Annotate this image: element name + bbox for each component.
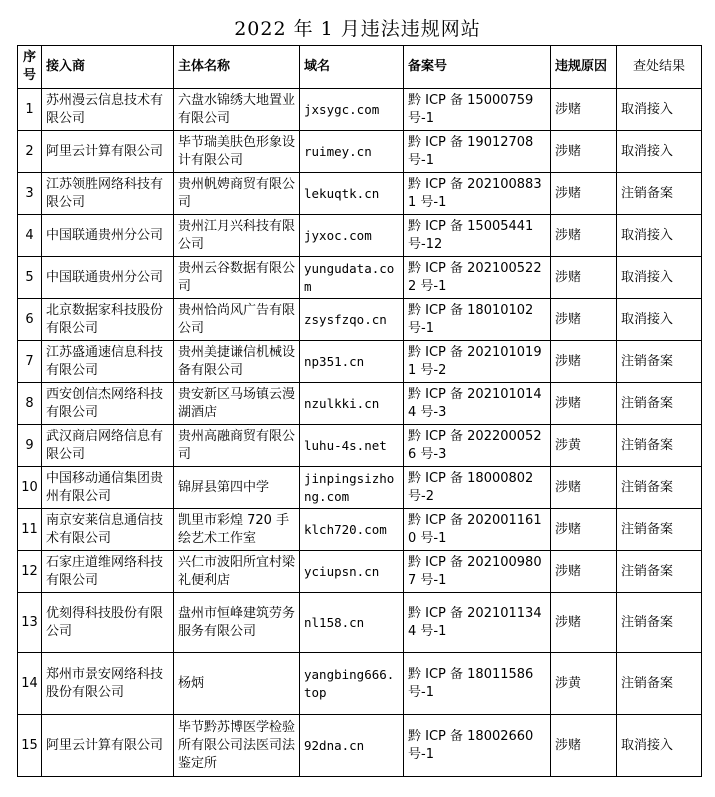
cell-entity: 贵安新区马场镇云漫湖酒店 — [174, 383, 300, 425]
table-row — [18, 383, 702, 425]
table-row — [18, 467, 702, 509]
cell-result: 注销备案 — [617, 509, 702, 551]
cell-icp: 黔 ICP 备 2021011344 号-1 — [404, 593, 551, 653]
cell-entity: 六盘水锦绣大地置业有限公司 — [174, 89, 300, 131]
cell-result: 取消接入 — [617, 215, 702, 257]
cell-result: 取消接入 — [617, 131, 702, 173]
cell-entity: 凯里市彩煌 720 手绘艺术工作室 — [174, 509, 300, 551]
table-row — [18, 425, 702, 467]
cell-reason: 涉赌 — [551, 299, 617, 341]
cell-icp: 黔 ICP 备 18011586 号-1 — [404, 653, 551, 715]
cell-entity: 兴仁市波阳所宜村梁礼便利店 — [174, 551, 300, 593]
cell-seq: 14 — [18, 653, 42, 715]
cell-entity: 锦屏县第四中学 — [174, 467, 300, 509]
cell-domain: klch720.com — [300, 509, 404, 551]
cell-provider: 中国移动通信集团贵州有限公司 — [42, 467, 174, 509]
cell-provider: 石家庄道维网络科技有限公司 — [42, 551, 174, 593]
cell-icp: 黔 ICP 备 19012708 号-1 — [404, 131, 551, 173]
header-icp: 备案号 — [404, 46, 551, 89]
cell-reason: 涉赌 — [551, 215, 617, 257]
cell-seq: 13 — [18, 593, 42, 653]
header-domain: 域名 — [300, 46, 404, 89]
header-result: 查处结果 — [617, 46, 702, 89]
cell-seq: 8 — [18, 383, 42, 425]
cell-icp: 黔 ICP 备 2021009807 号-1 — [404, 551, 551, 593]
cell-icp: 黔 ICP 备 2022000526 号-3 — [404, 425, 551, 467]
table-row — [18, 173, 702, 215]
header-seq: 序号 — [18, 46, 42, 89]
cell-result: 注销备案 — [617, 383, 702, 425]
header-provider: 接入商 — [42, 46, 174, 89]
cell-seq: 9 — [18, 425, 42, 467]
cell-reason: 涉黄 — [551, 653, 617, 715]
cell-icp: 黔 ICP 备 2021005222 号-1 — [404, 257, 551, 299]
cell-domain: zsysfzqo.cn — [300, 299, 404, 341]
cell-result: 取消接入 — [617, 257, 702, 299]
cell-entity: 杨炳 — [174, 653, 300, 715]
cell-entity: 贵州江月兴科技有限公司 — [174, 215, 300, 257]
cell-seq: 15 — [18, 715, 42, 777]
cell-result: 取消接入 — [617, 89, 702, 131]
cell-seq: 7 — [18, 341, 42, 383]
cell-result: 取消接入 — [617, 299, 702, 341]
cell-provider: 中国联通贵州分公司 — [42, 215, 174, 257]
cell-reason: 涉赌 — [551, 467, 617, 509]
cell-result: 注销备案 — [617, 593, 702, 653]
cell-reason: 涉赌 — [551, 551, 617, 593]
cell-seq: 1 — [18, 89, 42, 131]
cell-domain: jyxoc.com — [300, 215, 404, 257]
cell-seq: 11 — [18, 509, 42, 551]
cell-provider: 江苏领胜网络科技有限公司 — [42, 173, 174, 215]
cell-provider: 北京数据家科技股份有限公司 — [42, 299, 174, 341]
cell-domain: luhu-4s.net — [300, 425, 404, 467]
violations-table — [17, 45, 702, 777]
cell-seq: 3 — [18, 173, 42, 215]
cell-entity: 贵州高融商贸有限公司 — [174, 425, 300, 467]
cell-entity: 贵州帆娉商贸有限公司 — [174, 173, 300, 215]
header-entity: 主体名称 — [174, 46, 300, 89]
cell-domain: jxsygc.com — [300, 89, 404, 131]
cell-result: 注销备案 — [617, 551, 702, 593]
header-reason: 违规原因 — [551, 46, 617, 89]
cell-seq: 6 — [18, 299, 42, 341]
cell-domain: yciupsn.cn — [300, 551, 404, 593]
cell-domain: 92dna.cn — [300, 715, 404, 777]
table-row — [18, 341, 702, 383]
cell-reason: 涉赌 — [551, 593, 617, 653]
cell-icp: 黔 ICP 备 2021010191 号-2 — [404, 341, 551, 383]
cell-result: 取消接入 — [617, 715, 702, 777]
cell-domain: ruimey.cn — [300, 131, 404, 173]
cell-provider: 郑州市景安网络科技股份有限公司 — [42, 653, 174, 715]
cell-provider: 武汉商启网络信息有限公司 — [42, 425, 174, 467]
cell-icp: 黔 ICP 备 18010102 号-1 — [404, 299, 551, 341]
cell-icp: 黔 ICP 备 2021010144 号-3 — [404, 383, 551, 425]
cell-reason: 涉赌 — [551, 257, 617, 299]
cell-domain: yangbing666.top — [300, 653, 404, 715]
cell-seq: 5 — [18, 257, 42, 299]
cell-icp: 黔 ICP 备 2020011610 号-1 — [404, 509, 551, 551]
cell-result: 注销备案 — [617, 341, 702, 383]
table-row — [18, 715, 702, 777]
cell-seq: 12 — [18, 551, 42, 593]
cell-icp: 黔 ICP 备 18002660 号-1 — [404, 715, 551, 777]
cell-provider: 江苏盛通速信息科技有限公司 — [42, 341, 174, 383]
cell-entity: 贵州恰尚风广告有限公司 — [174, 299, 300, 341]
table-row — [18, 593, 702, 653]
cell-reason: 涉黄 — [551, 425, 617, 467]
cell-domain: lekuqtk.cn — [300, 173, 404, 215]
table-row — [18, 215, 702, 257]
cell-reason: 涉赌 — [551, 89, 617, 131]
cell-domain: np351.cn — [300, 341, 404, 383]
cell-provider: 中国联通贵州分公司 — [42, 257, 174, 299]
table-row — [18, 299, 702, 341]
cell-result: 注销备案 — [617, 467, 702, 509]
table-row — [18, 89, 702, 131]
cell-provider: 西安创信杰网络科技有限公司 — [42, 383, 174, 425]
cell-reason: 涉赌 — [551, 131, 617, 173]
cell-entity: 贵州云谷数据有限公司 — [174, 257, 300, 299]
cell-provider: 南京安莱信息通信技术有限公司 — [42, 509, 174, 551]
cell-seq: 2 — [18, 131, 42, 173]
cell-icp: 黔 ICP 备 18000802 号-2 — [404, 467, 551, 509]
cell-result: 注销备案 — [617, 653, 702, 715]
cell-provider: 优刻得科技股份有限公司 — [42, 593, 174, 653]
cell-seq: 10 — [18, 467, 42, 509]
cell-icp: 黔 ICP 备 15000759 号-1 — [404, 89, 551, 131]
cell-domain: nl158.cn — [300, 593, 404, 653]
cell-seq: 4 — [18, 215, 42, 257]
cell-entity: 毕节黔苏博医学检验所有限公司法医司法鉴定所 — [174, 715, 300, 777]
table-row — [18, 551, 702, 593]
table-header-row — [18, 46, 702, 89]
cell-entity: 贵州美捷谦信机械设备有限公司 — [174, 341, 300, 383]
cell-reason: 涉赌 — [551, 715, 617, 777]
cell-result: 注销备案 — [617, 173, 702, 215]
cell-reason: 涉赌 — [551, 341, 617, 383]
table-row — [18, 131, 702, 173]
cell-reason: 涉赌 — [551, 173, 617, 215]
cell-reason: 涉赌 — [551, 509, 617, 551]
cell-provider: 苏州漫云信息技术有限公司 — [42, 89, 174, 131]
cell-reason: 涉赌 — [551, 383, 617, 425]
table-row — [18, 257, 702, 299]
document-title: 2022 年 1 月违法违规网站 — [234, 18, 481, 40]
cell-provider: 阿里云计算有限公司 — [42, 131, 174, 173]
table-row — [18, 653, 702, 715]
cell-domain: yungudata.com — [300, 257, 404, 299]
cell-domain: nzulkki.cn — [300, 383, 404, 425]
cell-icp: 黔 ICP 备 2021008831 号-1 — [404, 173, 551, 215]
cell-entity: 毕节瑞美肤色形象设计有限公司 — [174, 131, 300, 173]
table-row — [18, 509, 702, 551]
cell-provider: 阿里云计算有限公司 — [42, 715, 174, 777]
cell-domain: jinpingsizhong.com — [300, 467, 404, 509]
cell-entity: 盘州市恒峰建筑劳务服务有限公司 — [174, 593, 300, 653]
cell-icp: 黔 ICP 备 15005441 号-12 — [404, 215, 551, 257]
cell-result: 注销备案 — [617, 425, 702, 467]
